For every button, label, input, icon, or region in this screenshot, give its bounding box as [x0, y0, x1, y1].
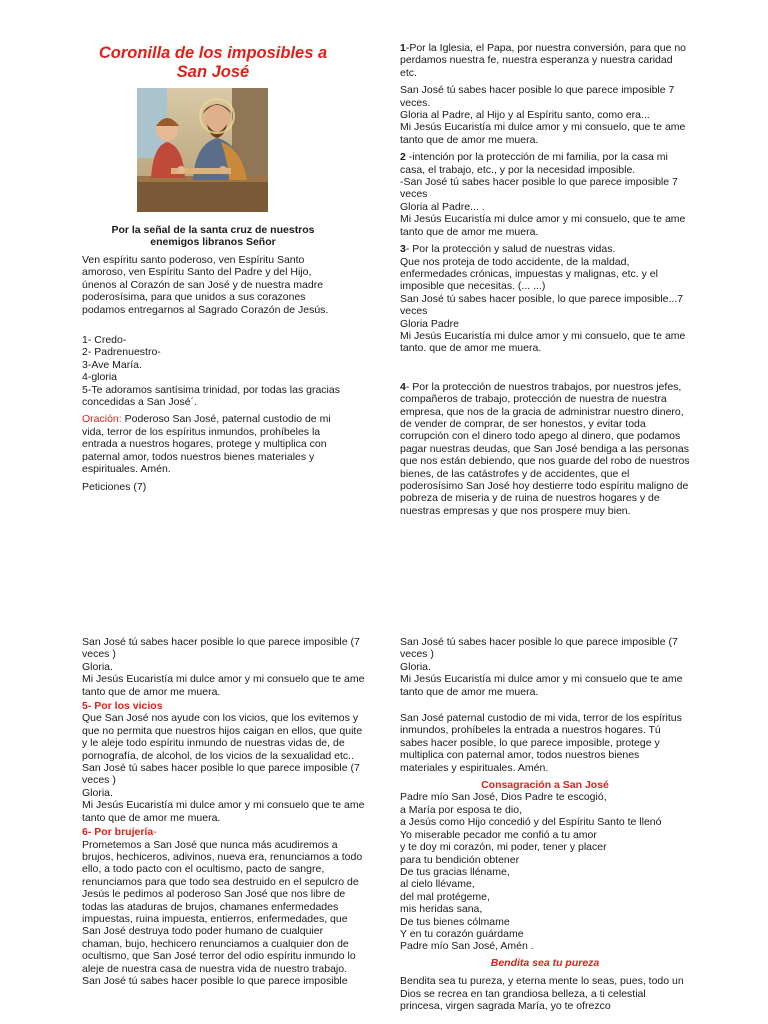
repeat-block: San José tú sabes hacer posible lo que parece imposible (7 veces ) Gloria. Mi Jesús Eucaristía mi dulce amor y mi consuelo que te ame tanto que de amor me muera. [82, 762, 365, 824]
bendita-text: Bendita sea tu pureza, y eterna mente lo seas, pues, todo un Dios se recrea en tan grandiosa belleza, a ti celestial princesa, virgen sagrada María, yo te ofrezco [400, 975, 684, 1012]
list-item: 4-gloria [82, 371, 118, 384]
section-heading-vicios: 5- Por los vicios [82, 700, 163, 713]
cross-sign-heading: Por la señal de la santa cruz de nuestros enemigos libranos Señor [111, 224, 315, 248]
oracion-label: Oración: [82, 413, 122, 426]
repeat-block: San José tú sabes hacer posible lo que parece imposible (7 veces ) Gloria. Mi Jesús Eucaristía mi dulce amor y mi consuelo que te ame tanto que de amor me muera. [400, 636, 683, 698]
left-column [82, 44, 344, 82]
peticion-2: 2 -intención por la protección de mi familia, por la casa mi casa, el trabajo, etc., y por la necesidad imposible. [400, 151, 668, 176]
left-column-body [82, 224, 344, 498]
custodio-paragraph: San José paternal custodio de mi vida, terror de los espíritus inmundos, prohíbeles la entrada a nuestros hogares. Tú sabes hacer posible, lo que parece imposible, protege y multiplica con paternal amor, todos nuestros bienes materiales y espirituales. Amén. [400, 712, 682, 774]
peticion-number: 3 [400, 243, 406, 256]
holy-spirit-invocation: Ven espíritu santo poderoso, ven Espíritu Santo amoroso, ven Espíritu Santo del Padre y del Hijo, únenos al Corazón de san José y de nuestra madre poderosísima, para que unidos a sus corazones podamos entregarnos al Sagrado Corazón de Jesús. [82, 254, 329, 316]
list-item: 3-Ave María. [82, 358, 142, 371]
list-item: 2- Padrenuestro- [82, 346, 161, 359]
peticion-number: 4 [400, 380, 406, 393]
page-2 [0, 636, 768, 1024]
left-column [82, 636, 366, 987]
list-item: 5-Te adoramos santísima trinidad, por todas las gracias concedidas a San José´. [82, 383, 340, 409]
saint-joseph-illustration-icon [137, 88, 268, 212]
consagracion-verse: Padre mío San José, Dios Padre te escogió, a María por esposa te dio, a Jesús como Hijo concedió y del Espíritu Santo te llenó Yo miserable pecador me confió a tu amor y te doy mi corazón, mi poder, tener y placer para tu bendición obtener De tus gracias lléname, al cielo llévame, del mal protégeme, mis heridas sana, De tus bienes cólmame Y en tu corazón guárdame Padre mío San José, Amén . [400, 791, 662, 953]
peticion-1-response: San José tú sabes hacer posible lo que parece imposible 7 veces. Gloria al Padre, al Hijo y al Espíritu santo, como era... Mi Jesús Eucaristía mi dulce amor y mi consuelo, que te ame tanto que de amor me muera. [400, 84, 686, 146]
bendita-heading: Bendita sea tu pureza [490, 956, 600, 969]
list-item: 1- Credo- [82, 334, 127, 347]
oracion-text: Poderoso San José, paternal custodio de mi vida, terror de los espíritus inmundos, prohíbeles la entrada a nuestros hogares, protege y multiplica con paternal amor, todos nuestros bienes materiales y espirituales. Amén. [82, 413, 331, 476]
section-heading-brujeria: 6- Por brujería- [82, 826, 157, 839]
brujeria-text: Prometemos a San José que nunca más acudiremos a brujos, hechiceros, adivinos, nueva era, renunciamos a todo ello, a todo pacto con el ocultismo, pacto de sangre, renunciamos para que todo sea destruido en el sepulcro de Jesús le pedimos al poderoso San José que nos libre de todas las ataduras de brujos, chamanes enfermedades impuestas, ruina impuesta, entierros, enfermedades, que San José destruya todo poder humano de cualquier chaman, bujo, hechicero renunciamos a cualquier don de ocultismo, que San José terror del odio espíritu inmundo lo aleje de nuestra casa de nuestra vida de nuestro trabajo. [82, 838, 363, 975]
vicios-text: Que San José nos ayude con los vicios, que los evitemos y que no permita que nuestros hijos caigan en ellos, que quite y le aleje todo espíritu inmundo de nuestras vidas de, de pornografía, de alcohol, de los vicios de la sexualidad etc.. [82, 712, 363, 762]
peticion-3-response: Que nos proteja de todo accidente, de la maldad, enfermedades crónicas, impuestas y malignas, etc. y el imposible que necesitas. (... ...) San José tú sabes hacer posible, lo que parece imposible...7 veces Gloria Padre Mi Jesús Eucaristía mi dulce amor y mi consuelo, que te ame tanto. que de amor me muera. [400, 255, 686, 355]
repeat-block: San José tú sabes hacer posible lo que parece imposible (7 veces ) Gloria. Mi Jesús Eucaristía mi dulce amor y mi consuelo que te ame tanto que de amor me muera. [82, 636, 365, 698]
page-title: Coronilla de los imposibles a San José [98, 44, 328, 81]
peticion-number: 2 [400, 151, 406, 164]
saint-joseph-image [137, 88, 268, 212]
consagracion-heading: Consagración a San José [481, 779, 609, 792]
peticion-3: 3- Por la protección y salud de nuestras vidas. [400, 243, 616, 256]
peticion-number: 1 [400, 42, 406, 54]
peticion-1: 1-Por la Iglesia, el Papa, por nuestra conversión, para que no perdamos nuestra fe, nuestra esperanza y nuestra caridad etc. [400, 42, 687, 79]
oracion-paragraph [82, 413, 344, 475]
peticiones-label: Peticiones (7) [82, 480, 147, 493]
right-column [400, 42, 690, 522]
prayer-list [82, 334, 344, 408]
peticion-4: 4- Por la protección de nuestros trabajos, por nuestros jefes, compañeros de trabajo, protección de nuestra de nuestra empresa, que nos de la gracia de administrar nuestro dinero, de vender de comprar, de ser honestos, y evitar toda corrupción con el dinero todo apego al dinero, que podamos pagar nuestras deudas, que San José bendiga a las personas que nos están debiendo, que nos guarde del robo de nuestros bienes, de las catástrofes y de accidentes, que el poderosísimo San José hoy destierre todo espíritu maligno de pobreza de miseria y de ruina de nuestros hogares y de nuestras empresas y que nos prospere muy bien. [400, 380, 690, 517]
right-column [400, 636, 690, 1017]
repeat-line: San José tú sabes hacer posible lo que parece imposible [82, 974, 348, 987]
peticion-2-response: -San José tú sabes hacer posible lo que parece imposible 7 veces Gloria al Padre... . Mi Jesús Eucaristía mi dulce amor y mi consuelo, que te ame tanto que de amor me muera. [400, 176, 686, 238]
